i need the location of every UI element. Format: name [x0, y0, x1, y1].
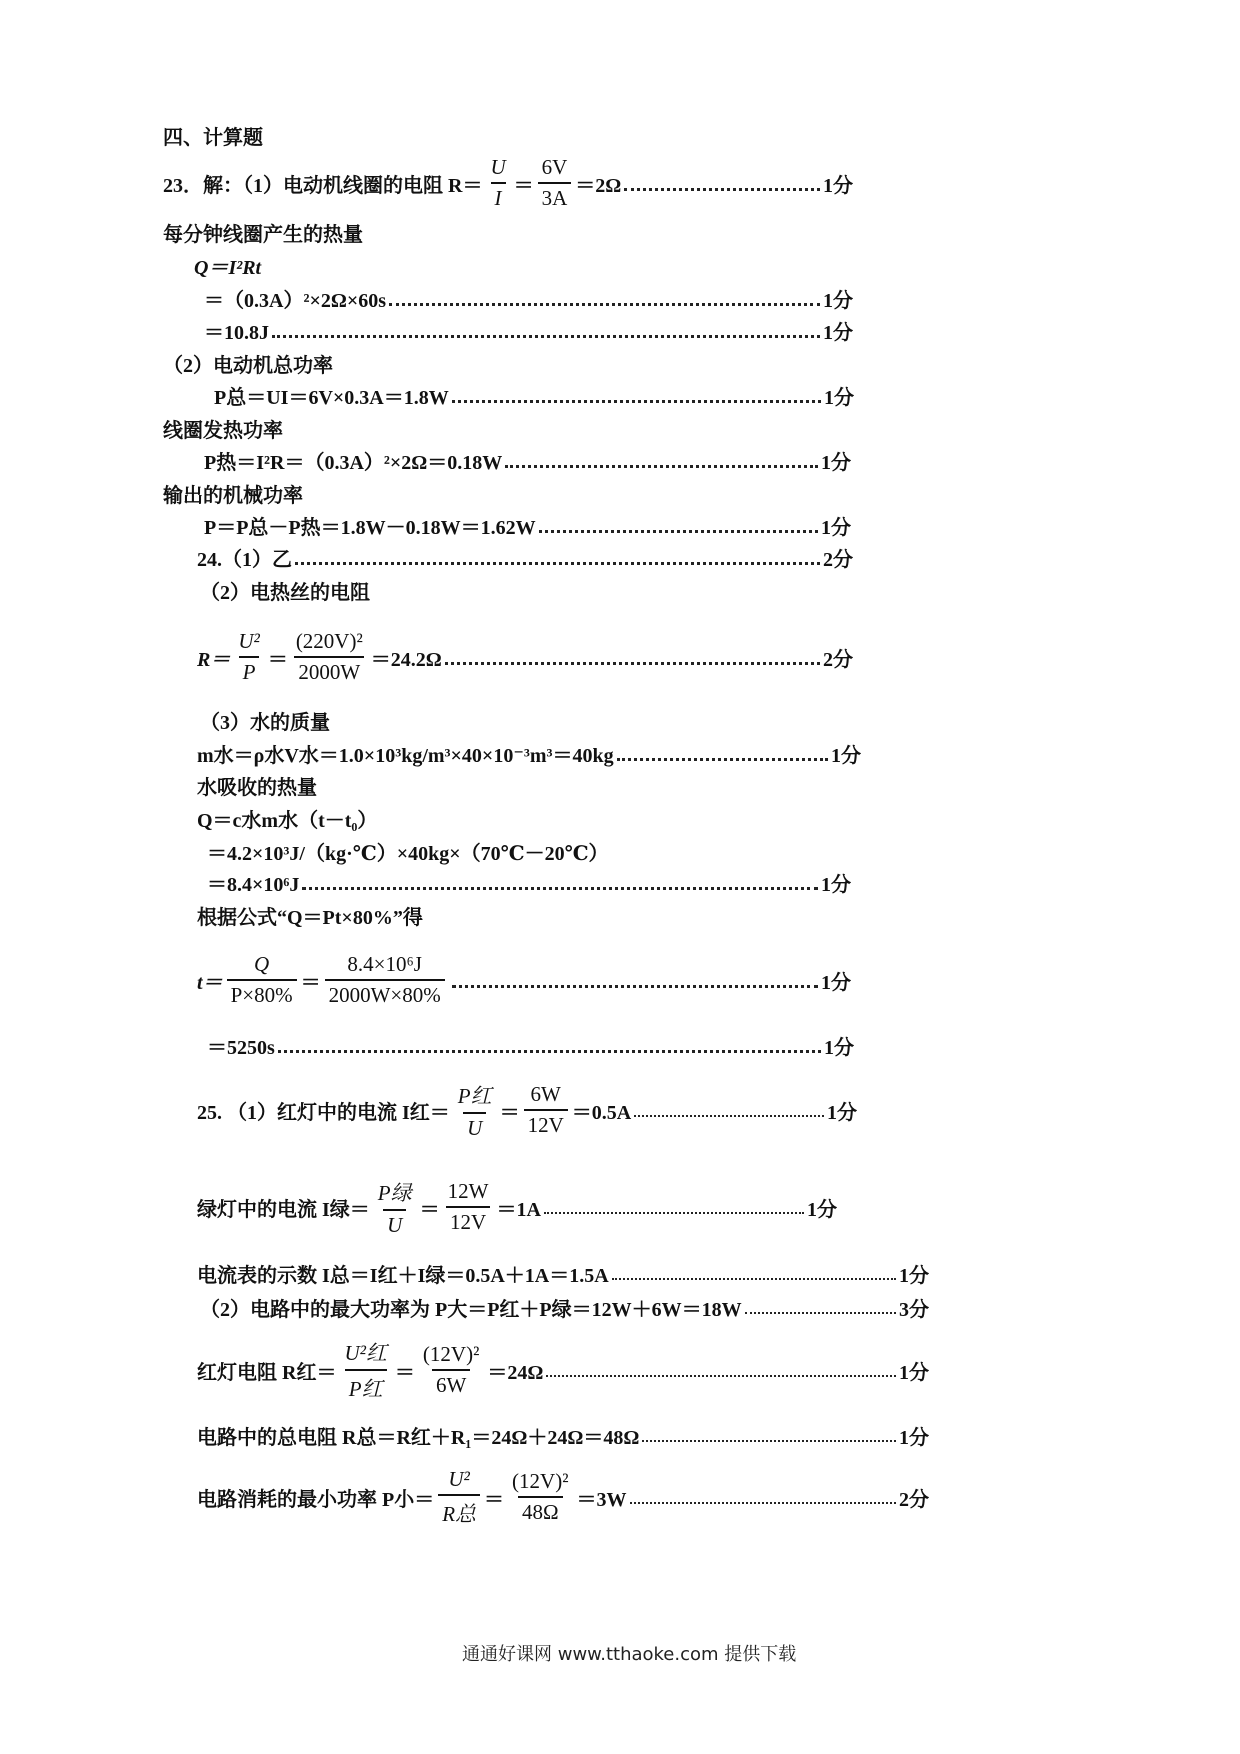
denominator: 3A	[538, 182, 572, 211]
text: P＝P总－P热＝1.8W－0.18W＝1.62W	[204, 516, 536, 539]
numerator: U	[490, 155, 506, 179]
dot-leader	[389, 303, 820, 306]
dot-leader	[539, 530, 818, 533]
equals: ＝	[419, 1198, 440, 1221]
text: m水＝ρ水V水＝1.0×10³kg/m³×40×10⁻³m³＝40kg	[197, 744, 614, 767]
numerator: 8.4×10⁶J	[347, 952, 422, 976]
score: 2分	[899, 1488, 929, 1511]
fraction	[292, 629, 367, 685]
text: 23．解：（1）电动机线圈的电阻 R＝	[163, 174, 483, 197]
q23-line-9	[204, 445, 851, 475]
q24-line-9	[207, 867, 851, 897]
fraction	[340, 1337, 390, 1403]
result: ＝24Ω	[487, 1361, 544, 1384]
score: 1分	[821, 451, 851, 474]
q24-line-5	[197, 738, 861, 768]
numerator: Q	[253, 952, 270, 976]
q24-line-6: 水吸收的热量	[197, 776, 317, 799]
denominator: 2000W×80%	[325, 979, 445, 1008]
numerator: U²	[448, 1466, 470, 1491]
dot-leader	[642, 1440, 896, 1442]
numerator: P红	[457, 1083, 492, 1108]
q23-line-7	[214, 380, 854, 410]
dot-leader	[624, 188, 820, 191]
q23-line-8: 线圈发热功率	[163, 419, 283, 442]
numerator: 6W	[530, 1082, 561, 1106]
text: 电路中的总电阻 R总＝R红＋R₁＝24Ω＋24Ω＝48Ω	[197, 1426, 640, 1449]
q24-line-12	[207, 1030, 854, 1060]
q23-line-5	[204, 315, 853, 345]
score: 1分	[821, 873, 851, 896]
text: 24.（1）乙	[197, 548, 292, 571]
score: 1分	[823, 289, 853, 312]
dot-leader	[445, 662, 820, 665]
dot-leader	[617, 758, 828, 761]
equals: ＝	[513, 174, 534, 197]
q24-line-11	[197, 940, 851, 1020]
text: （2）电路中的最大功率为 P大＝P红＋P绿＝12W＋6W＝18W	[200, 1298, 742, 1321]
dot-leader	[302, 887, 818, 890]
denominator: R总	[438, 1494, 480, 1528]
text: R＝	[197, 648, 231, 671]
dot-leader	[452, 400, 821, 403]
text: P热＝I²R＝（0.3A）²×2Ω＝0.18W	[204, 451, 503, 474]
equals: ＝	[499, 1101, 520, 1124]
result: ＝1A	[496, 1198, 541, 1221]
text: ＝8.4×10⁶J	[207, 873, 300, 896]
fraction	[444, 1179, 493, 1235]
score: 3分	[899, 1298, 929, 1321]
text: 25. （1）红灯中的电流 I红＝	[197, 1101, 450, 1124]
text: 红灯电阻 R红＝	[197, 1361, 337, 1384]
q24-line-2: （2）电热丝的电阻	[200, 581, 370, 604]
fraction	[325, 952, 445, 1008]
equals: ＝	[484, 1488, 505, 1511]
text: 绿灯中的电流 I绿＝	[197, 1198, 370, 1221]
dot-leader	[546, 1375, 896, 1377]
score: 2分	[823, 648, 853, 671]
dot-leader	[544, 1212, 804, 1214]
score: 1分	[899, 1361, 929, 1384]
equals: ＝	[394, 1361, 415, 1384]
denominator: 12V	[524, 1109, 568, 1138]
score: 1分	[823, 174, 853, 197]
score: 1分	[824, 386, 854, 409]
dot-leader	[295, 562, 820, 565]
q24-line-4: （3）水的质量	[200, 711, 330, 734]
dot-leader	[745, 1312, 896, 1314]
q24-line-1	[197, 542, 853, 572]
q25-line-2	[197, 1167, 837, 1247]
text: t＝	[197, 971, 223, 994]
score: 2分	[823, 548, 853, 571]
score: 1分	[824, 1036, 854, 1059]
section-title: 四、计算题	[163, 126, 263, 149]
fraction	[227, 952, 297, 1008]
fraction	[419, 1342, 483, 1398]
q25-line-6	[197, 1420, 929, 1450]
denominator: 6W	[432, 1369, 470, 1398]
numerator: U²红	[344, 1341, 387, 1365]
fraction	[508, 1469, 572, 1525]
score: 1分	[827, 1101, 857, 1124]
dot-leader	[272, 335, 820, 338]
q25-line-7	[197, 1457, 929, 1537]
equals: ＝	[300, 971, 321, 994]
denominator: I	[491, 182, 506, 211]
q25-line-5	[197, 1330, 929, 1410]
numerator: U²	[238, 629, 260, 653]
numerator: 12W	[447, 1179, 489, 1203]
dot-leader	[612, 1278, 896, 1280]
numerator: (12V)²	[422, 1342, 480, 1366]
numerator: P绿	[377, 1180, 412, 1205]
q23-line-11	[204, 510, 851, 540]
q25-line-3	[197, 1258, 929, 1288]
score: 1分	[831, 744, 861, 767]
score: 1分	[821, 516, 851, 539]
result: ＝24.2Ω	[370, 648, 442, 671]
denominator: P红	[345, 1369, 387, 1403]
denominator: 12V	[446, 1206, 490, 1235]
q23-line-1	[163, 143, 853, 223]
score: 1分	[899, 1264, 929, 1287]
q25-line-4	[200, 1292, 929, 1322]
footer-watermark: 通通好课网 www.tthaoke.com 提供下载	[462, 1644, 797, 1665]
numerator: (220V)²	[295, 629, 363, 653]
dot-leader	[630, 1502, 897, 1504]
denominator: P	[239, 656, 260, 685]
q23-line-3: Q＝I²Rt	[194, 256, 262, 279]
q23-line-6: （2）电动机总功率	[163, 354, 333, 377]
denominator: P×80%	[227, 979, 297, 1008]
q24-line-3	[197, 617, 853, 697]
fraction	[486, 155, 509, 211]
q24-line-7: Q＝c水m水（t－t₀）	[197, 809, 378, 832]
denominator: 48Ω	[518, 1496, 563, 1525]
fraction	[454, 1080, 496, 1141]
dot-leader	[278, 1050, 821, 1053]
fraction	[234, 629, 263, 685]
fraction	[524, 1082, 568, 1138]
denominator: U	[463, 1112, 486, 1141]
text: 电路消耗的最小功率 P小＝	[197, 1488, 435, 1511]
text: ＝10.8J	[204, 321, 269, 344]
equals: ＝	[267, 648, 288, 671]
denominator: 2000W	[294, 656, 364, 685]
q24-line-8: ＝4.2×10³J/（kg·℃）×40kg×（70℃－20℃）	[207, 842, 609, 865]
dot-leader	[634, 1115, 824, 1117]
result: ＝0.5A	[571, 1101, 632, 1124]
denominator: U	[383, 1209, 406, 1238]
result: ＝2Ω	[575, 174, 622, 197]
q23-line-2: 每分钟线圈产生的热量	[163, 223, 363, 246]
fraction	[374, 1177, 416, 1238]
numerator: (12V)²	[512, 1469, 569, 1493]
q23-line-10: 输出的机械功率	[163, 484, 303, 507]
text: ＝（0.3A）²×2Ω×60s	[204, 289, 387, 312]
q23-line-4	[204, 283, 853, 313]
score: 1分	[899, 1426, 929, 1449]
score: 1分	[807, 1198, 837, 1221]
q25-line-1	[197, 1070, 857, 1150]
text: 电流表的示数 I总＝I红＋I绿＝0.5A＋1A＝1.5A	[197, 1264, 609, 1287]
text: P总＝UI＝6V×0.3A＝1.8W	[214, 386, 449, 409]
score: 1分	[821, 971, 851, 994]
text: ＝5250s	[207, 1036, 275, 1059]
dot-leader	[505, 465, 818, 468]
score: 1分	[823, 321, 853, 344]
dot-leader	[452, 985, 818, 988]
result: ＝3W	[576, 1488, 627, 1511]
numerator: 6V	[541, 155, 568, 179]
fraction	[438, 1467, 480, 1528]
fraction	[538, 155, 572, 211]
q24-line-10: 根据公式“Q＝Pt×80%”得	[197, 906, 423, 929]
